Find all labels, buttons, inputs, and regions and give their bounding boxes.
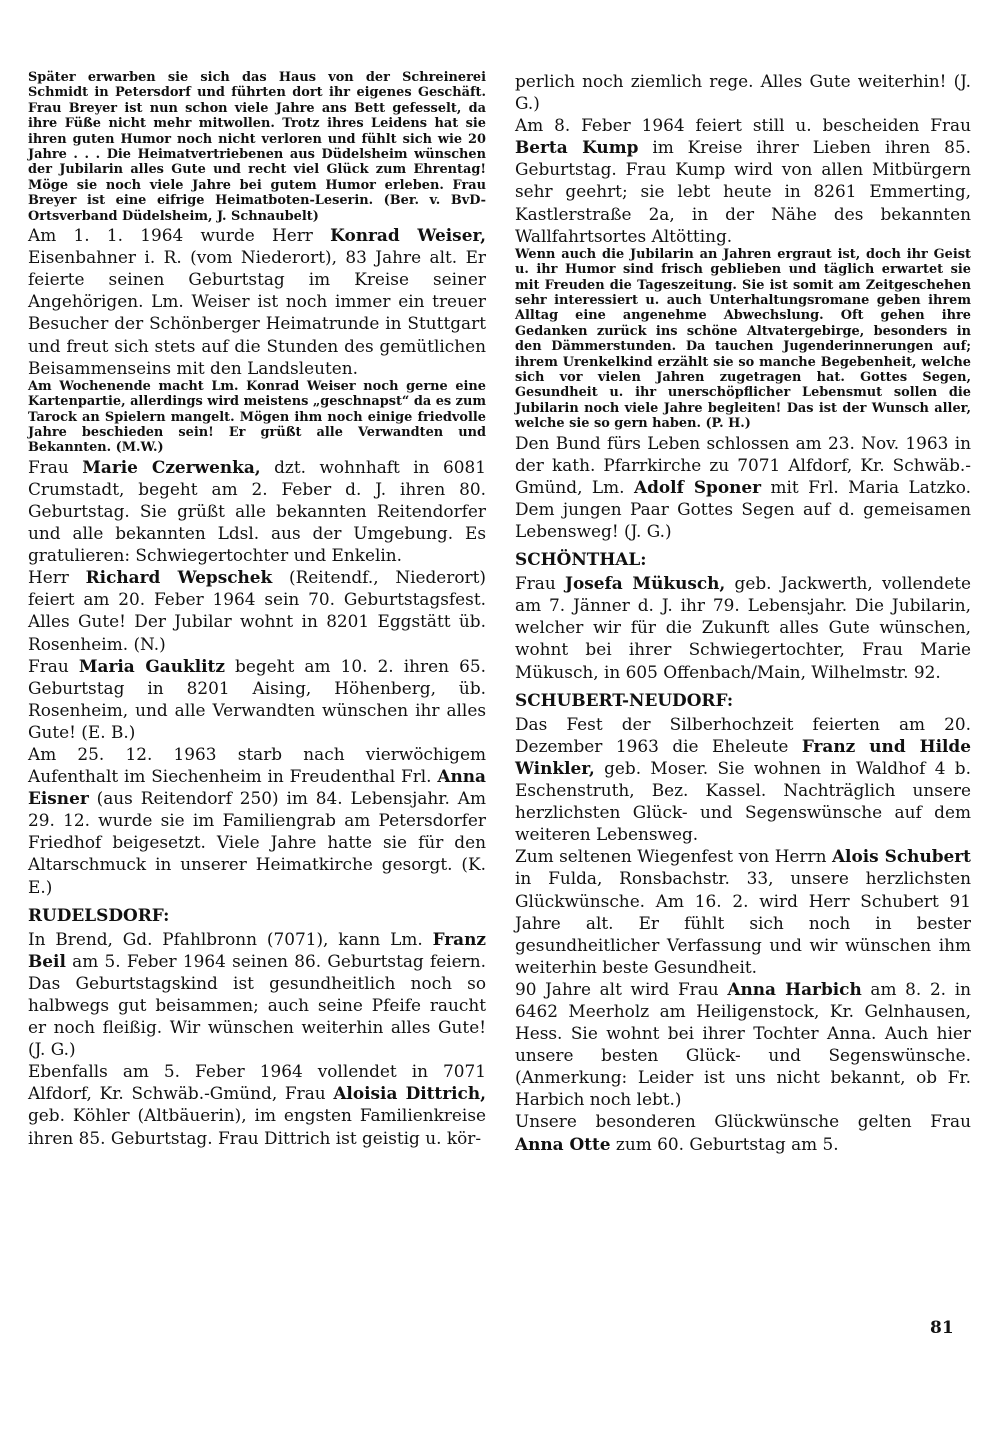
article-konrad-weiser: Am 1. 1. 1964 wurde Herr Konrad Weiser, Eisenbahner i. R. (vom Niederort), 83 Jahre alt. Er feierte seinen Geburtstag im Kreise seiner Angehörigen. Lm. Weiser ist noch immer ein treuer Besucher der Schönberger Heimatrunde in Stuttgart und freut sich stets auf die Stunden des gemütlichen Beisammenseins mit den Landsleuten. [28,225,486,378]
person-name: Franz und Hilde Winkler, [515,735,971,778]
person-name: Josefa Mükusch, [564,573,726,594]
article-breyer-continued: Später erwarben sie sich das Haus von der Schreinerei Schmidt in Petersdorf und führten dort ihr eigenes Geschäft. Frau Breyer ist nun schon viele Jahre ans Bett gefesselt, da ihre Füße nicht mehr mitwollen. Trotz ihres Leidens hat sie ihren guten Humor noch nicht verloren und fühlt sich wie 20 Jahre . . . Die Heimatvertriebenen aus Düdelsheim wünschen der Jubilarin alles Gute und recht viel Glück zum Ehrentag! Möge sie noch viele Jahre bei gutem Humor erleben. Frau Breyer ist eine eifrige Heimatboten-Leserin. (Ber. v. BvD-Ortsverband Düdelsheim, J. Schnaubelt) [28,70,486,224]
article-franz-beil: In Brend, Gd. Pfahlbronn (7071), kann Lm. Franz Beil am 5. Feber 1964 seinen 86. Geburtstag feiern. Das Geburtstagskind ist gesundheitlich noch so halbwegs gut beisammen; auch seine Pfeife raucht er noch fleißig. Wir wünschen weiterhin alles Gute! (J. G.) [28,928,486,1060]
section-heading-schoenthal: SCHÖNTHAL: [515,549,647,570]
article-winkler: Das Fest der Silberhochzeit feierten am 20. Dezember 1963 die Eheleute Franz und Hilde Winkler, geb. Moser. Sie wohnen in Waldhof 4 b. Eschenstruth, Bez. Kassel. Nachträglich unsere herzlichsten Glück- und Segenswünsche auf dem weiteren Lebensweg. [515,713,971,845]
person-name: Alois Schubert [831,846,971,867]
article-josefa-muekusch: Frau Josefa Mükusch, geb. Jackwerth, vollendete am 7. Jänner d. J. ihr 79. Lebensjahr. Die Jubilarin, welcher wir für die Zukunft alles Gute wünschen, wohnt bei ihrer Schwiegertochter, Frau Marie Mükusch, in 605 Offenbach/Main, Wilhelmstr. 92. [515,573,971,682]
article-richard-wepschek: Herr Richard Wepschek (Reitendf., Niederort) feiert am 20. Feber 1964 sein 70. Geburtstagsfest. Alles Gute! Der Jubilar wohnt in 8201 Eggstätt üb. Rosenheim. (N.) [28,567,486,654]
article-dittrich-continued: perlich noch ziemlich rege. Alles Gute weiterhin! (J. G.) [515,71,971,114]
article-berta-kump: Am 8. Feber 1964 feiert still u. bescheiden Frau Berta Kump im Kreise ihrer Lieben ihren 85. Geburtstag. Frau Kump wird von allen Mitbürgern sehr geehrt; sie lebt heute in 8261 Emmerting, Kastlerstraße 2a, in der Nähe des bekannten Wallfahrtsortes Altötting. [515,115,971,246]
person-name: Adolf Sponer [633,476,762,497]
left-column [28,70,486,1149]
section-heading-schubert-neudorf: SCHUBERT-NEUDORF: [515,689,734,710]
article-aloisia-dittrich: Ebenfalls am 5. Feber 1964 vollendet in 7071 Alfdorf, Kr. Schwäb.-Gmünd, Frau Aloisia Dittrich, geb. Köhler (Altbäuerin), im engsten Familienkreise ihren 85. Geburtstag. Frau Dittrich ist geistig u. kör- [28,1061,486,1148]
person-name: Konrad Weiser, [330,225,486,246]
article-adolf-sponer: Den Bund fürs Leben schlossen am 23. Nov. 1963 in der kath. Pfarrkirche zu 7071 Alfdorf, Kr. Schwäb.-Gmünd, Lm. Adolf Sponer mit Frl. Maria Latzko. Dem jungen Paar Gottes Segen auf d. gemeisamen Lebensweg! (J. G.) [515,432,972,541]
person-name: Richard Wepschek [85,567,273,588]
article-anna-otte: Unsere besonderen Glückwünsche gelten Frau Anna Otte zum 60. Geburtstag am 5. [515,1111,971,1154]
person-name: Anna Otte [515,1133,611,1154]
article-konrad-weiser-note: Am Wochenende macht Lm. Konrad Weiser noch gerne eine Kartenpartie, allerdings wird meistens „geschnapst“ da es zum Tarock an Spielern mangelt. Mögen ihm noch einige friedvolle Jahre beschieden sein! Er grüßt alle Verwandten und Bekannten. (M.W.) [28,378,486,456]
article-alois-schubert: Zum seltenen Wiegenfest von Herrn Alois Schubert in Fulda, Ronsbachstr. 33, unsere herzlichsten Glückwünsche. Am 16. 2. wird Herr Schubert 91 Jahre alt. Er fühlt sich noch in bester gesundheitlicher Verfassung und wir wünschen ihm weiterhin beste Gesundheit. [515,846,971,977]
person-name: Anna Eisner [28,766,486,809]
person-name: Maria Gauklitz [78,655,225,676]
article-marie-czerwenka: Frau Marie Czerwenka, dzt. wohnhaft in 6081 Crumstadt, begeht am 2. Feber d. J. ihren 80. Geburtstag. Sie grüßt alle bekannten Reitendorfer und alle bekannten Ldsl. aus der Umgebung. Es gratulieren: Schwiegertochter und Enkelin. [28,456,486,566]
article-anna-harbich: 90 Jahre alt wird Frau Anna Harbich am 8. 2. in 6462 Meerholz am Heiligenstock, Kr. Gelnhausen, Hess. Sie wohnt bei ihrer Tochter Anna. Auch hier unsere besten Glück- und Segenswünsche. (Anmerkung: Leider ist uns nicht bekannt, ob Fr. Harbich noch lebt.) [515,978,971,1110]
person-name: Anna Harbich [727,978,862,999]
right-column [515,70,971,1155]
person-name: Marie Czerwenka, [82,456,261,477]
page-number: 81 [930,1318,954,1338]
article-maria-gauklitz: Frau Maria Gauklitz begeht am 10. 2. ihren 65. Geburtstag in 8201 Aising, Höhenberg, üb. Rosenheim, und alle Verwandten wünschen ihr alles Gute! (E. B.) [28,655,486,742]
person-name: Berta Kump [515,137,639,158]
section-heading-rudelsdorf: RUDELSDORF: [28,904,170,925]
article-berta-kump-note: Wenn auch die Jubilarin an Jahren ergraut ist, doch ihr Geist u. ihr Humor sind frisch geblieben und täglich erwartet sie mit Freuden die Tageszeitung. Sie ist somit am Zeitgeschehen sehr interessiert u. auch Unterhaltungsromane geben ihrem Alltag eine angenehme Abwechslung. Oft gehen ihre Gedanken zurück ins schöne Altvatergebirge, besonders in den Dämmerstunden. Da tauchen Jugenderinnerungen auf; ihrem Urenkelkind erzählt sie so manche Begebenheit, welche sich vor vielen Jahren zugetragen hat. Gottes Segen, Gesundheit u. ihr unerschöpflicher Lebensmut sollen die Jubilarin noch viele Jahre begleiten! Das ist der Wunsch aller, welche sie so gern haben. (P. H.) [515,246,971,432]
person-name: Aloisia Dittrich, [333,1083,486,1104]
article-anna-eisner: Am 25. 12. 1963 starb nach vierwöchigem Aufenthalt im Siechenheim in Freudenthal Frl. Anna Eisner (aus Reitendorf 250) im 84. Lebensjahr. Am 29. 12. wurde sie im Familiengrab am Petersdorfer Friedhof beigesetzt. Viele Jahre hatte sie für den Altarschmuck in unserer Heimatkirche gesorgt. (K. E.) [28,743,486,897]
person-name: Franz Beil [28,928,486,971]
